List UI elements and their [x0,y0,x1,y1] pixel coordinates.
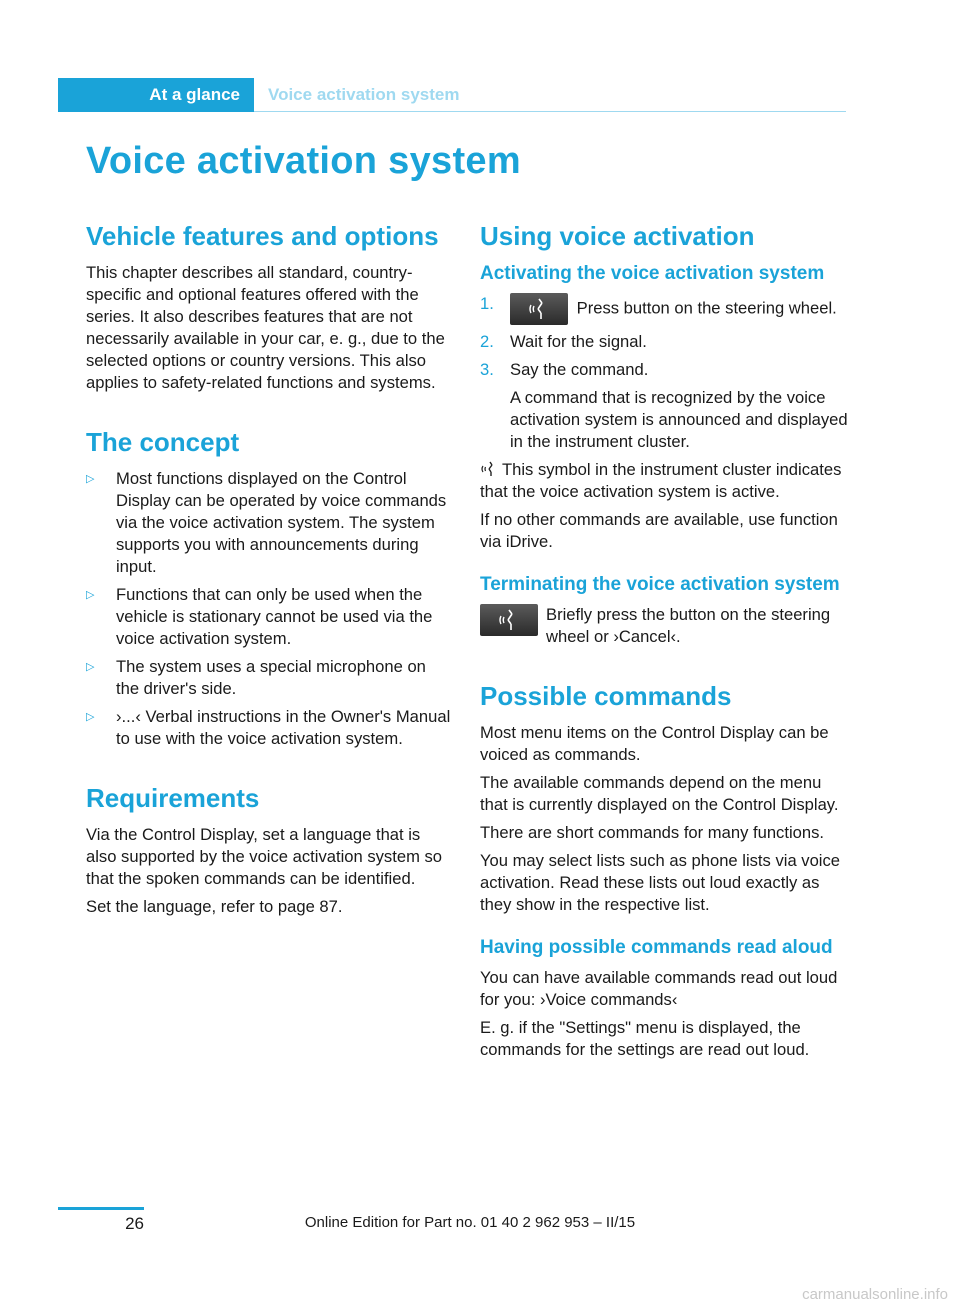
paragraph-requirements: Via the Control Display, set a language that is also supported by the voice activation system so that the spoken commands can be identified. [86,825,443,888]
triangle-bullet-icon: ▷ [86,473,95,485]
footer-rule [58,1207,144,1210]
heading-terminating: Terminating the voice activation system [480,574,840,595]
paragraph-pc4: You may select lists such as phone lists via voice activation. Read these lists out loud exactly as they show in the respective list. [480,851,841,914]
list-item: ▷ ›...‹ Verbal instructions in the Owner's Manual to use with the voice activation system. [86,707,451,748]
page-header [58,78,846,112]
voice-symbol-icon [480,461,498,477]
right-column [480,220,848,1067]
step3-detail: A command that is recognized by the voice activation system is announced and displayed in the instrument cluster. [510,388,848,451]
voice-button-icon [480,604,538,636]
heading-vehicle-features: Vehicle features and options [86,221,439,251]
list-item: ▷ Most functions displayed on the Control Display can be operated by voice commands via the voice activation system. The system supports you with announcements during input. [86,469,447,576]
list-item: ▷ Functions that can only be used when the vehicle is stationary cannot be used via the voice activation system. [86,585,433,648]
edition-note: Online Edition for Part no. 01 40 2 962 953 – II/15 [304,1214,636,1231]
header-tab: At a glance [58,78,254,112]
step-item: 1. Press button on the steering wheel. [480,293,848,325]
paragraph-ra1: You can have available commands read out loud for you: ›Voice commands‹ [480,968,838,1009]
heading-using: Using voice activation [480,221,755,251]
terminating-block [480,604,848,648]
paragraph-terminating: Briefly press the button on the steering wheel or ›Cancel‹. [546,605,831,646]
watermark: carmanualsonline.info [802,1286,948,1303]
paragraph-features: This chapter describes all standard, country-specific and optional features offered with the series. It also describes features that are not necessarily available in your car, e. g., due to the selected options or country versions. This also applies to safety-related functions and systems. [86,263,445,392]
activation-steps [480,293,848,381]
concept-list [86,468,451,750]
heading-requirements: Requirements [86,783,260,813]
paragraph-ra2: E. g. if the "Settings" menu is displayed, the commands for the settings are read out loud. [480,1018,810,1059]
paragraph-idrive: If no other commands are available, use function via iDrive. [480,510,838,551]
heading-read-aloud: Having possible commands read aloud [480,937,833,958]
triangle-bullet-icon: ▷ [86,711,95,723]
paragraph-pc3: There are short commands for many functions. [480,823,825,842]
step-item: 3. Say the command. [480,360,649,379]
heading-possible-commands: Possible commands [480,681,732,711]
paragraph-pc2: The available commands depend on the menu that is currently displayed on the Control Display. [480,773,839,814]
voice-button-icon [510,293,568,325]
paragraph-pc1: Most menu items on the Control Display can be voiced as commands. [480,723,829,764]
left-column [86,220,451,924]
triangle-bullet-icon: ▷ [86,589,95,601]
page-number: 26 [125,1214,144,1233]
header-rule [254,111,846,112]
header-section: Voice activation system [268,85,460,104]
step-item: 2. Wait for the signal. [480,332,647,351]
triangle-bullet-icon: ▷ [86,661,95,673]
paragraph-symbol: This symbol in the instrument cluster indicates that the voice activation system is active. [480,460,842,501]
heading-activating: Activating the voice activation system [480,263,825,284]
heading-concept: The concept [86,427,240,457]
page-title: Voice activation system [86,140,521,182]
language-reference: Set the language, refer to page 87. [86,897,343,916]
list-item: ▷ The system uses a special microphone on the driver's side. [86,657,426,698]
